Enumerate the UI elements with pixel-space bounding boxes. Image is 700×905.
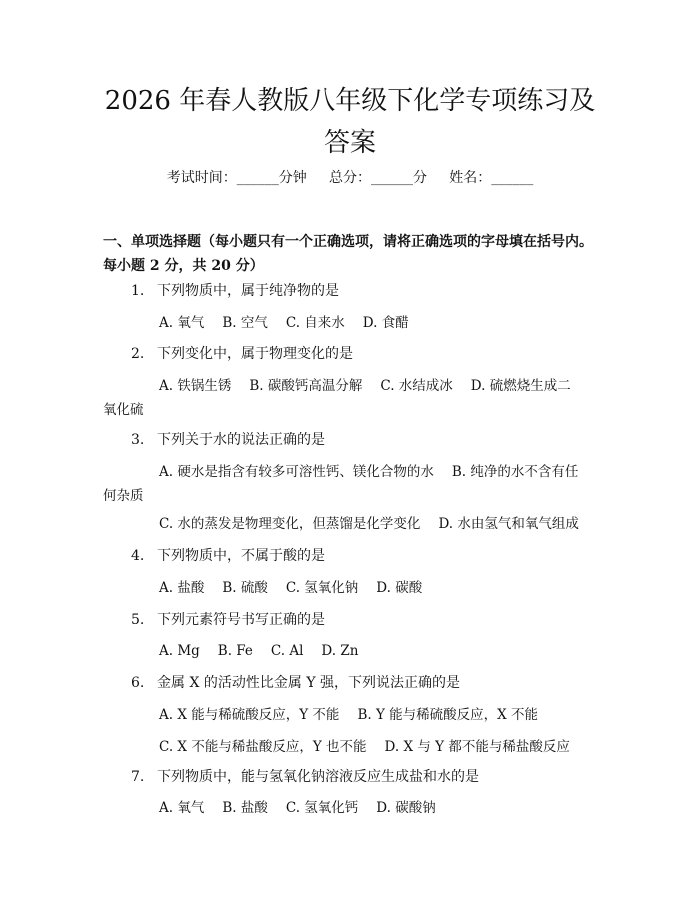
question-text: 下列物质中，能与氢氧化钠溶液反应生成盐和水的是 [157, 769, 479, 785]
question-number: 4. [131, 548, 145, 564]
question-4-options [159, 578, 422, 598]
question-5-options [159, 641, 358, 661]
question-3 [131, 430, 325, 450]
exam-info: 考试时间：______分钟 总分：______分 姓名：______ [166, 170, 534, 186]
question-text: 下列关于水的说法正确的是 [157, 432, 325, 448]
option-c: C. 氢氧化钠 [285, 580, 359, 596]
option-d: D. 水由氢气和氧气组成 [438, 516, 579, 532]
option-a: A. 盐酸 [159, 580, 205, 596]
question-4 [131, 546, 325, 566]
option-c: C. 自来水 [285, 315, 345, 331]
section-heading: 一、单项选择题（每小题只有一个正确选项，请将正确选项的字母填在括号内。每小题 2 分，共 20 分） [103, 234, 593, 274]
option-c: C. Al [270, 643, 304, 659]
option-d: D. 硫燃烧生成二 [470, 378, 571, 394]
option-a: A. Mg [159, 643, 200, 659]
question-6-options-line2 [159, 737, 570, 757]
question-number: 6. [131, 675, 145, 691]
option-a: A. 硬水是指含有较多可溶性钙、镁化合物的水 [159, 464, 434, 480]
question-3-options-line1 [159, 462, 578, 482]
question-text: 下列物质中，不属于酸的是 [157, 548, 325, 564]
option-b: B. 盐酸 [222, 800, 268, 816]
page-title: 2026 年春人教版八年级下化学专项练习及答案 [104, 86, 596, 158]
question-2 [131, 344, 353, 364]
question-7 [131, 767, 479, 787]
question-text: 下列物质中，属于纯净物的是 [157, 283, 339, 299]
question-number: 1. [131, 283, 145, 299]
question-6 [131, 673, 460, 693]
option-a: A. X 能与稀硫酸反应，Y 不能 [159, 707, 340, 723]
option-b: B. 纯净的水不含有任 [451, 464, 579, 480]
option-a: A. 氧气 [159, 315, 205, 331]
question-number: 7. [131, 769, 145, 785]
question-text: 下列变化中，属于物理变化的是 [157, 346, 353, 362]
option-c: C. 水结成冰 [380, 378, 453, 394]
question-number: 2. [131, 346, 145, 362]
option-d: D. Zn [321, 643, 359, 659]
question-2-options [159, 376, 571, 396]
question-text: 金属 X 的活动性比金属 Y 强，下列说法正确的是 [157, 675, 461, 691]
option-b: B. Y 能与稀硫酸反应，X 不能 [357, 707, 539, 723]
option-b: B. 碳酸钙高温分解 [249, 378, 363, 394]
option-d: D. X 与 Y 都不能与稀盐酸反应 [384, 739, 570, 755]
option-c: C. 氢氧化钙 [285, 800, 359, 816]
question-1 [131, 281, 339, 301]
question-3-options-line2 [159, 514, 579, 534]
option-b-continuation: 何杂质 [103, 488, 144, 504]
option-b: B. Fe [217, 643, 253, 659]
question-1-options [159, 313, 409, 333]
option-d: D. 食醋 [362, 315, 409, 331]
question-5 [131, 610, 325, 630]
option-a: A. 氧气 [159, 800, 205, 816]
option-a: A. 铁锅生锈 [159, 378, 232, 394]
question-text: 下列元素符号书写正确的是 [157, 612, 325, 628]
option-b: B. 空气 [222, 315, 268, 331]
option-d: D. 碳酸钠 [376, 800, 436, 816]
option-d-continuation: 氧化硫 [103, 402, 144, 418]
question-number: 3. [131, 432, 145, 448]
option-c: C. X 不能与稀盐酸反应，Y 也不能 [159, 739, 367, 755]
option-d: D. 碳酸 [376, 580, 423, 596]
question-number: 5. [131, 612, 145, 628]
option-c: C. 水的蒸发是物理变化，但蒸馏是化学变化 [159, 516, 421, 532]
question-6-options-line1 [159, 705, 538, 725]
question-7-options [159, 798, 436, 818]
option-b: B. 硫酸 [222, 580, 268, 596]
